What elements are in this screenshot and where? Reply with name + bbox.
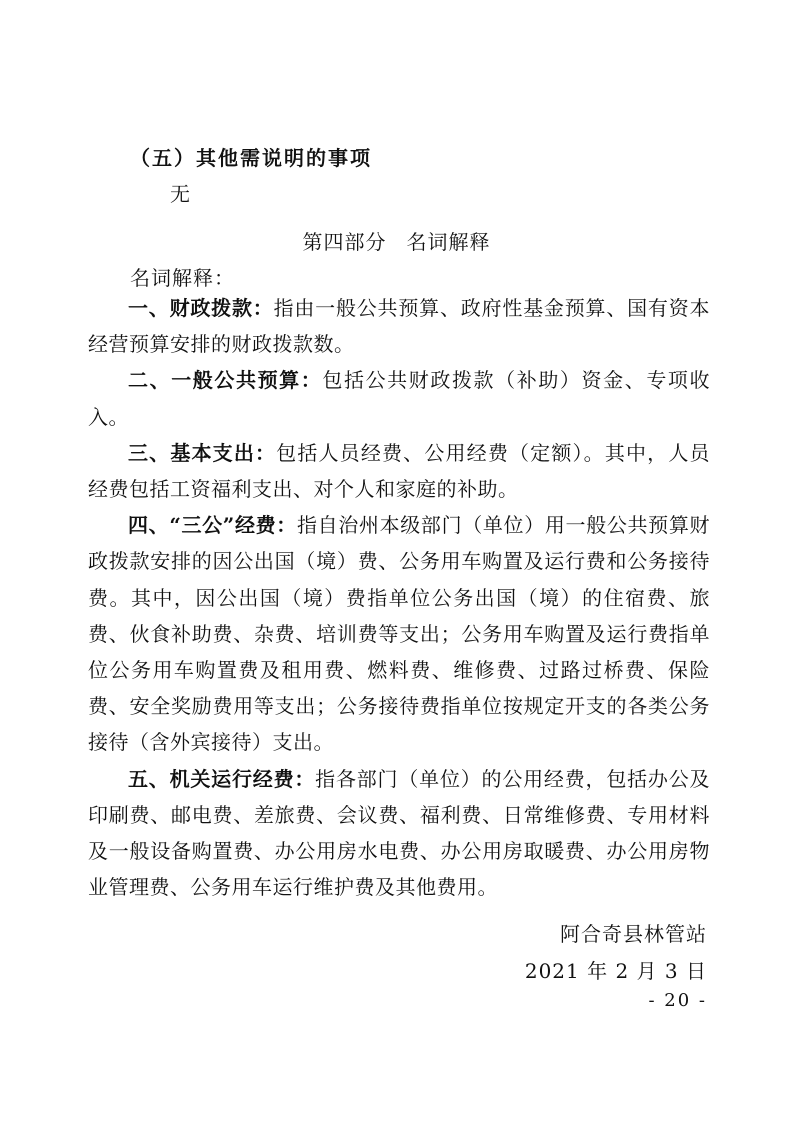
- glossary-term: 二、一般公共预算：: [128, 368, 323, 393]
- glossary-item: [88, 761, 710, 906]
- part-title: [0, 226, 793, 255]
- glossary-definition: 包括公共财政拨款（补助）资金、专项收入。: [88, 368, 711, 429]
- section-heading: （五）其他需说明的事项: [130, 146, 372, 170]
- signature: 阿合奇县林管站: [560, 922, 707, 946]
- glossary-item: [88, 290, 710, 362]
- part-name: 名词解释: [406, 230, 491, 254]
- glossary-definition: 指由一般公共预算、政府性基金预算、国有资本经营预算安排的财政拨款数。: [88, 296, 711, 357]
- glossary-definition: 指自治州本级部门（单位）用一般公共预算财政拨款安排的因公出国（境）费、公务用车购置及运行费和公务接待费。其中，因公出国（境）费指单位公务出国（境）的住宿费、旅费、伙食补助费、杂费、培训费等支出；公务用车购置及运行费指单位公务用车购置费及租用费、燃料费、维修费、过路过桥费、保险费、安全奖励费用等支出；公务接待费指单位按规定开支的各类公务接待（含外宾接待）支出。: [88, 513, 710, 755]
- glossary-term: 一、财政拨款：: [128, 296, 274, 320]
- glossary-item: [88, 362, 710, 434]
- glossary-definition: 指各部门（单位）的公用经费，包括办公及印刷费、邮电费、差旅费、会议费、福利费、日常维修费、专用材料及一般设备购置费、办公用房水电费、办公用房取暖费、办公用房物业管理费、公务用车运行维护费及其他费用。: [88, 766, 711, 900]
- section-text: 无: [170, 182, 190, 206]
- page-number: - 20 -: [648, 990, 707, 1011]
- glossary-item: [88, 507, 710, 760]
- glossary-term: 五、机关运行经费：: [128, 766, 316, 791]
- glossary-term: 三、基本支出：: [128, 440, 277, 465]
- glossary-term: 四、“三公”经费：: [128, 513, 297, 538]
- signature-date: 2021 年 2 月 3 日: [524, 959, 707, 983]
- glossary-intro: 名词解释：: [130, 266, 235, 290]
- glossary-definition: 包括人员经费、公用经费（定额）。其中，人员经费包括工资福利支出、对个人和家庭的补助。: [88, 440, 711, 502]
- part-number: 第四部分: [302, 230, 387, 254]
- glossary-item: [88, 435, 710, 507]
- glossary-list: [88, 290, 710, 905]
